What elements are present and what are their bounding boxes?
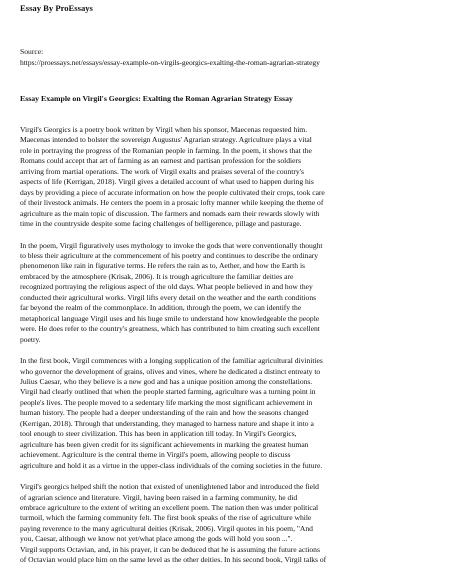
paragraph-line: achievement. Agriculture is the central theme in Virgil's poem, allowing people to discuss xyxy=(20,450,291,460)
paragraph-line: of Octavian would place him on the same level as the other deities. In his second book, Virgil talks of xyxy=(20,555,327,565)
paragraph-line: who governor the development of grains, olives and vines, where he dedicated a distinct entreaty to xyxy=(20,366,321,376)
paragraph-line: In the first book, Virgil commences with a longing supplication of the familiar agricultural divinities xyxy=(20,356,323,366)
paragraph-line: Romans could accept that art of farming as an earnest and partisan profession for the soldiers xyxy=(20,156,301,166)
essay-paragraph xyxy=(20,482,456,566)
source-url-link[interactable]: https://proessays.net/essays/essay-example-on-virgils-georgics-exalting-the-roman-agrarian-strategy xyxy=(20,58,320,67)
paragraph-line: human history. The people had a deeper understanding of the rain and how the seasons changed xyxy=(20,408,309,418)
paragraph-line: embrace agriculture to the extent of writing an excellent poem. The nation then was under political xyxy=(20,502,319,512)
paragraph-line: aspects of life (Kerrigan, 2018). Virgil gives a detailed account of what used to happen during his xyxy=(20,177,314,187)
paragraph-line: metaphorical language Virgil uses and his huge smile to understand how knowledgeable the people xyxy=(20,313,320,323)
paragraph-line: agriculture has been given credit for its significant achievements in marking the greatest human xyxy=(20,439,309,449)
essay-paragraph xyxy=(20,125,456,230)
essay-paragraph xyxy=(20,356,456,471)
paragraph-line: phenomenon like rain in figurative terms. He refers the rain as to, Aether, and how the Earth is xyxy=(20,261,305,271)
source-label: Source: xyxy=(20,47,44,56)
paragraph-line: Virgil supports Octavian, and, in his prayer, it can be deduced that he is assuming the future actions xyxy=(20,544,320,554)
paragraph-line: were. He does refer to the country's greatness, which has contributed to him creating such excellent xyxy=(20,324,320,334)
paragraph-line: paying reverence to the many agricultural deities (Krisak, 2006). Virgil quotes in his poem, "And xyxy=(20,523,313,533)
paragraph-line: agriculture and hold it as a virtue in the upper-class individuals of the coming societies in the future. xyxy=(20,460,323,470)
paragraph-line: to bless their agriculture at the commencement of his poetry and continues to describe the ordinary xyxy=(20,250,319,260)
paragraph-line: people's lives. The people moved to a sedentary life marking the most significant achievement in xyxy=(20,397,313,407)
paragraph-line: far beyond the realm of the commonplace. In addition, through the poem, we can identify the xyxy=(20,303,302,313)
paragraph-line: Virgil had clearly outlined that when the people started farming, agriculture was a turning point in xyxy=(20,387,316,397)
paragraph-line: of their livestock animals. He centers the poem in a prosaic lofty manner while keeping the theme of xyxy=(20,198,324,208)
paragraph-line: (Kerrigan, 2018). Through that understanding, they managed to harness nature and shape it into a xyxy=(20,418,314,428)
paragraph-line: role in portraying the progress of the Romanian people in farming. In the poem, it shows that the xyxy=(20,145,312,155)
paragraph-line: agriculture as the main topic of discussion. The farmers and nomads earn their rewards slowly with xyxy=(20,208,320,218)
publisher-title: Essay By ProEssays xyxy=(20,3,93,13)
paragraph-line: poetry. xyxy=(20,334,41,344)
paragraph-line: embraced by the atmosphere (Krisak, 2006). It is trough agriculture the familiar deities are xyxy=(20,271,294,281)
paragraph-line: In the poem, Virgil figuratively uses mythology to invoke the gods that were conventionally thought xyxy=(20,240,323,250)
paragraph-line: tool enough to steer civilization. This has been in application till today. In Virgil's Georgics, xyxy=(20,429,297,439)
paragraph-line: conducted their agricultural works. Virgil lifts every detail on the weather and the earth conditions xyxy=(20,292,317,302)
essay-paragraph xyxy=(20,241,456,346)
paragraph-line: recognized portraying the religious aspect of the old days. What people believed in and how they xyxy=(20,282,313,292)
paragraph-line: turmoil, which the farming community felt. The first book speaks of the rise of agriculture while xyxy=(20,513,312,523)
paragraph-line: of agrarian science and literature. Virgil, having been raised in a farming community, he did xyxy=(20,492,298,502)
paragraph-line: Julius Caesar, who they believe is a new god and has a unique position among the constellations. xyxy=(20,376,313,386)
paragraph-line: Virgil's georgics helped shift the notion that existed of unenlightened labor and introduced the field xyxy=(20,482,319,492)
essay-body xyxy=(20,125,456,575)
paragraph-line: Maecenas intended to bolster the sovereign Augustus' Agrarian strategy. Agriculture plays a vital xyxy=(20,135,312,145)
essay-title: Essay Example on Virgil's Georgics: Exalting the Roman Agrarian Strategy Essay xyxy=(20,94,293,103)
paragraph-line: arriving from martial operations. The work of Virgil exalts and praises several of the country's xyxy=(20,166,304,176)
paragraph-line: time in the countryside despite some facing challenges of belligerence, pillage and pasturage. xyxy=(20,219,302,229)
paragraph-line: Virgil's Georgics is a poetry book written by Virgil when his sponsor, Maecenas requested him. xyxy=(20,125,308,134)
paragraph-line: days by providing a piece of accurate information on how the people cultivated their crops, took care xyxy=(20,187,325,197)
paragraph-line: you, Caesar, although we know not yet/what place among the gods will hold you soon ...". xyxy=(20,534,293,544)
